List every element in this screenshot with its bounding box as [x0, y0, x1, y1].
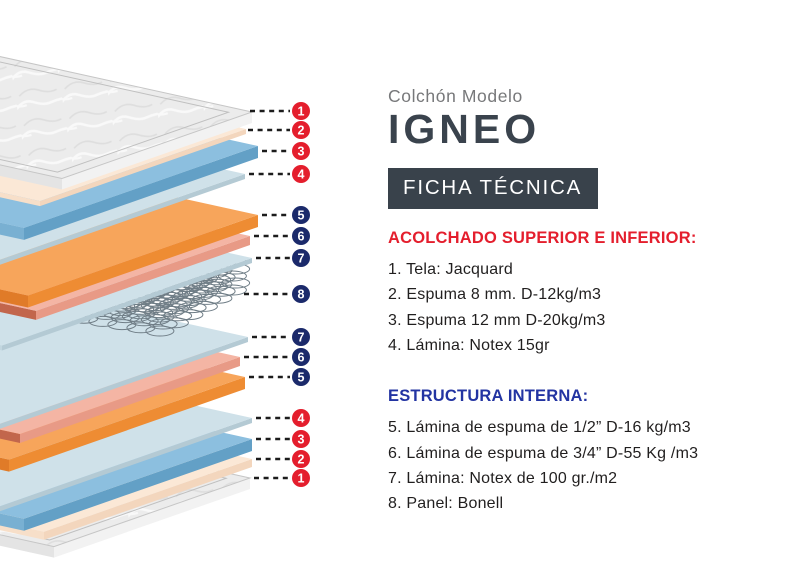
layer-badge-4 — [256, 409, 310, 427]
ficha-tecnica-badge: FICHA TÉCNICA — [388, 168, 598, 209]
badge-number: 4 — [297, 411, 305, 426]
spec-item-6: 6. Lámina de espuma de 3/4” D-55 Kg /m3 — [388, 444, 699, 462]
layer-badge-3 — [256, 430, 310, 448]
layer-badge-2 — [248, 121, 310, 139]
badge-number: 3 — [297, 432, 305, 447]
section-estructura-title: ESTRUCTURA INTERNA: — [388, 387, 589, 406]
badge-number: 1 — [297, 471, 305, 486]
badge-number: 7 — [297, 251, 305, 266]
layer-badge-5 — [249, 368, 310, 386]
acolchado-list — [388, 257, 788, 358]
badge-number: 6 — [297, 229, 305, 244]
badge-number: 2 — [297, 452, 305, 467]
layer-badge-8 — [244, 285, 310, 303]
layer-badge-1 — [250, 102, 310, 120]
spec-item-8: 8. Panel: Bonell — [388, 495, 504, 513]
section-estructura — [388, 387, 788, 516]
badge-number: 5 — [297, 370, 305, 385]
badge-number: 5 — [297, 208, 305, 223]
spec-item-7: 7. Lámina: Notex de 100 gr./m2 — [388, 469, 618, 487]
layer-badge-2 — [256, 450, 310, 468]
layer-badge-6 — [244, 348, 310, 366]
badge-number: 7 — [297, 330, 305, 345]
spec-item-4: 4. Lámina: Notex 15gr — [388, 336, 550, 354]
layer-badge-6 — [254, 227, 310, 245]
spec-item-3: 3. Espuma 12 mm D-20kg/m3 — [388, 311, 606, 329]
mattress-layers-diagram — [0, 0, 360, 588]
section-acolchado — [388, 229, 788, 358]
model-name: IGNEO — [388, 106, 541, 152]
badge-number: 8 — [297, 287, 305, 302]
badge-number: 3 — [297, 144, 305, 159]
layer-badge-1 — [254, 469, 310, 487]
estructura-list — [388, 415, 788, 516]
badge-number: 4 — [297, 167, 305, 182]
model-label: Colchón Modelo — [388, 86, 523, 106]
badge-number: 1 — [297, 104, 305, 119]
layer-badge-7 — [252, 328, 310, 346]
layer-badge-4 — [249, 165, 310, 183]
layer-badge-3 — [262, 142, 310, 160]
spec-panel — [388, 86, 788, 516]
layer-badge-7 — [256, 249, 310, 267]
spec-item-1: 1. Tela: Jacquard — [388, 261, 513, 279]
layer-badge-5 — [262, 206, 310, 224]
spec-item-5: 5. Lámina de espuma de 1/2” D-16 kg/m3 — [388, 419, 691, 437]
badge-number: 6 — [297, 350, 305, 365]
badge-number: 2 — [297, 123, 305, 138]
section-acolchado-title: ACOLCHADO SUPERIOR E INFERIOR: — [388, 229, 697, 248]
spec-item-2: 2. Espuma 8 mm. D-12kg/m3 — [388, 286, 602, 304]
